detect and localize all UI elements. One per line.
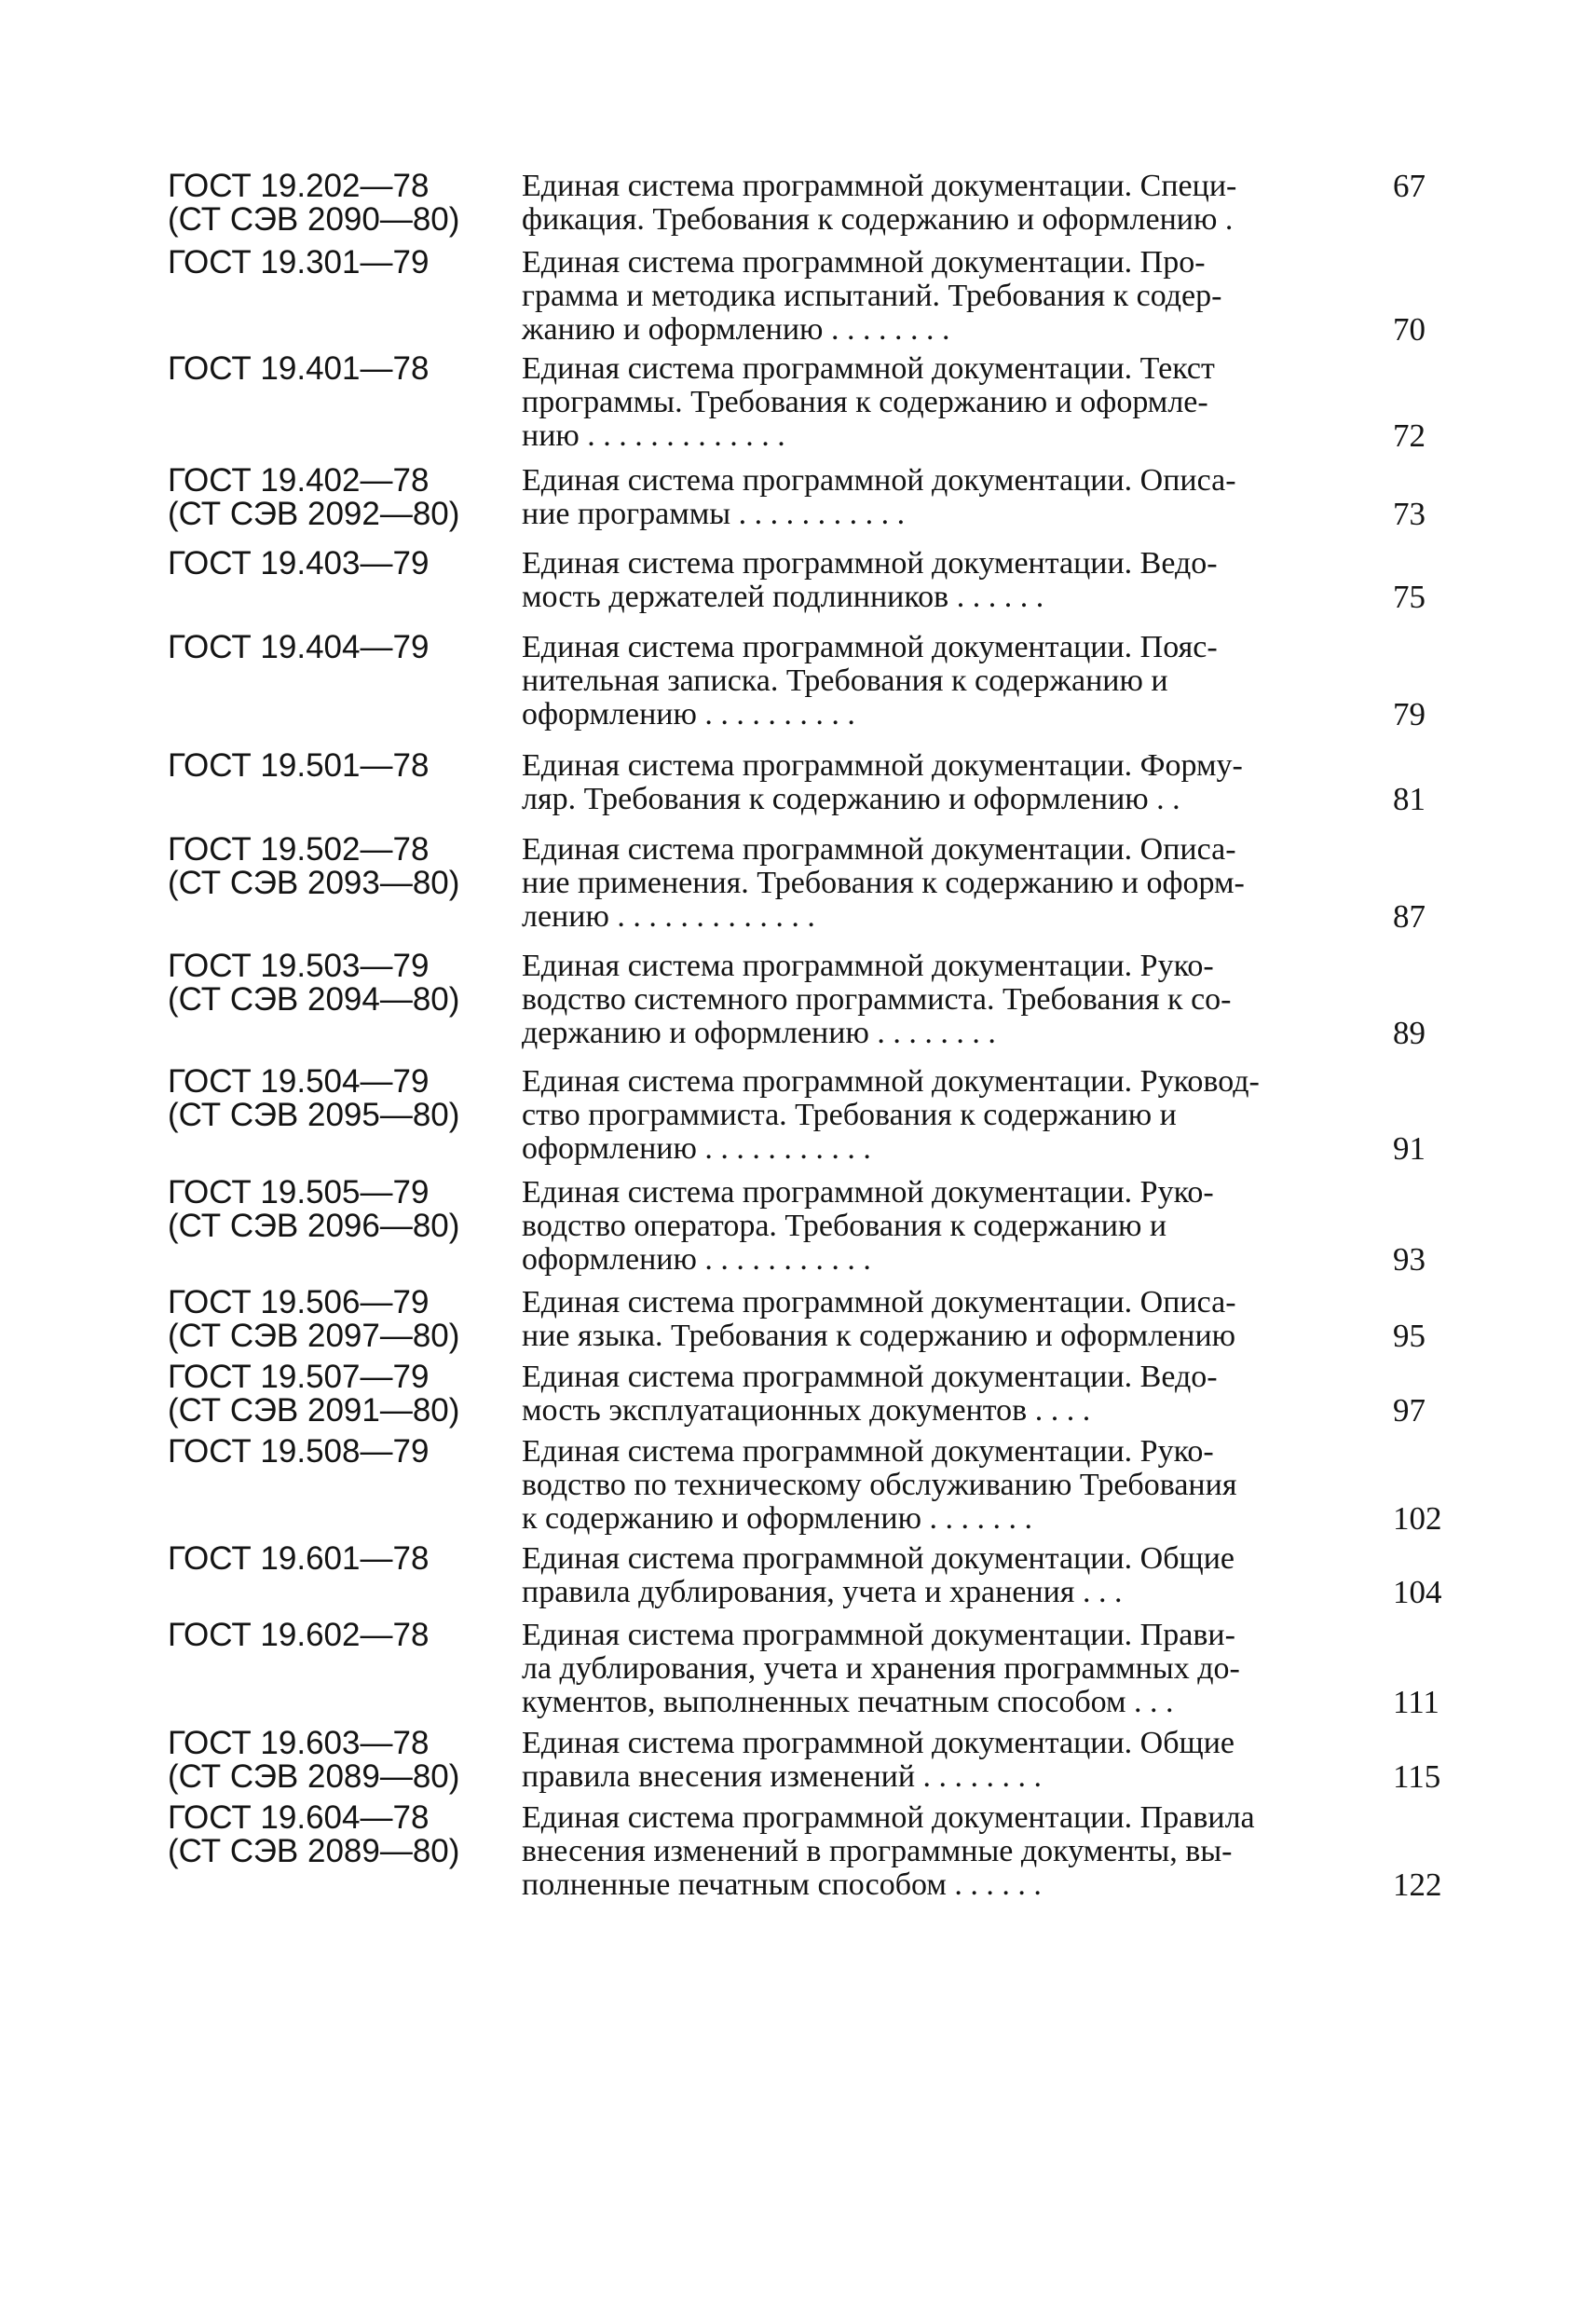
standard-code: (СТ СЭВ 2089—80): [168, 1758, 460, 1795]
page-number: 72: [1393, 417, 1425, 454]
description-line: ла дублирования, учета и хранения программных до-: [522, 1651, 1240, 1686]
standard-code: (СТ СЭВ 2096—80): [168, 1208, 460, 1244]
page-number: 111: [1393, 1684, 1439, 1720]
standard-code: ГОСТ 19.604—78: [168, 1799, 430, 1836]
description-line: Единая система программной документации. Форму-: [522, 748, 1243, 783]
entry-description: [522, 833, 1379, 934]
standard-code: (СТ СЭВ 2094—80): [168, 981, 460, 1018]
entry-description: [522, 464, 1379, 531]
description-line: Единая система программной документации. Общие: [522, 1541, 1235, 1576]
page-number: 95: [1393, 1318, 1425, 1354]
entry-description: [522, 1435, 1379, 1536]
page-number: 87: [1393, 898, 1425, 935]
entry-description: [522, 1801, 1379, 1902]
standard-codes: [168, 1286, 522, 1353]
standard-code: ГОСТ 19.301—79: [168, 244, 430, 280]
standard-codes: [168, 1065, 522, 1132]
standard-codes: [168, 1727, 522, 1794]
description-line: к содержанию и оформлению . . . . . . .: [522, 1501, 1032, 1536]
standard-code: ГОСТ 19.504—79: [168, 1063, 430, 1100]
standard-code: (СТ СЭВ 2097—80): [168, 1318, 460, 1354]
standard-code: (СТ СЭВ 2092—80): [168, 496, 460, 532]
standard-codes: [168, 749, 522, 783]
description-line: оформлению . . . . . . . . . . .: [522, 1242, 871, 1277]
page-number: 122: [1393, 1867, 1442, 1903]
entry-description: [522, 246, 1379, 347]
description-line: ние программы . . . . . . . . . . .: [522, 497, 906, 531]
entry-description: [522, 1286, 1379, 1353]
standard-code: ГОСТ 19.602—78: [168, 1617, 430, 1653]
description-line: жанию и оформлению . . . . . . . .: [522, 312, 950, 347]
page-number: 70: [1393, 311, 1425, 348]
standard-codes: [168, 1176, 522, 1243]
description-line: Единая система программной документации. Правила: [522, 1800, 1255, 1835]
entry-description: [522, 631, 1379, 732]
entry-description: [522, 170, 1379, 237]
entry-description: [522, 1727, 1379, 1794]
entry-description: [522, 1619, 1379, 1719]
entry-description: [522, 1542, 1379, 1609]
standard-codes: [168, 1435, 522, 1469]
entry-description: [522, 1361, 1379, 1428]
standard-code: ГОСТ 19.506—79: [168, 1284, 430, 1320]
description-line: Единая система программной документации. Руко-: [522, 1434, 1214, 1469]
description-line: ство программиста. Требования к содержанию и: [522, 1098, 1177, 1132]
description-line: Единая система программной документации. Руко-: [522, 949, 1214, 983]
standard-code: ГОСТ 19.601—78: [168, 1540, 430, 1577]
standard-code: ГОСТ 19.503—79: [168, 948, 430, 984]
standard-code: ГОСТ 19.401—78: [168, 350, 430, 387]
standard-codes: [168, 547, 522, 581]
description-line: оформлению . . . . . . . . . .: [522, 697, 855, 732]
page-number: 75: [1393, 579, 1425, 615]
standard-codes: [168, 833, 522, 900]
page-number: 102: [1393, 1500, 1442, 1537]
description-line: Единая система программной документации. Описа-: [522, 1285, 1236, 1320]
description-line: Единая система программной документации. Прави-: [522, 1618, 1235, 1652]
description-line: Единая система программной документации. Специ-: [522, 169, 1237, 203]
standard-code: ГОСТ 19.403—79: [168, 545, 430, 581]
standard-code: ГОСТ 19.404—79: [168, 629, 430, 665]
standard-code: ГОСТ 19.202—78: [168, 168, 430, 204]
entry-description: [522, 950, 1379, 1050]
standard-code: (СТ СЭВ 2090—80): [168, 201, 460, 238]
entry-description: [522, 547, 1379, 614]
page-number: 67: [1393, 168, 1425, 204]
page-number: 104: [1393, 1574, 1442, 1610]
description-line: Единая система программной документации. Руковод-: [522, 1064, 1260, 1099]
entry-description: [522, 1176, 1379, 1277]
description-line: ние применения. Требования к содержанию и оформ-: [522, 866, 1245, 900]
page-number: 73: [1393, 496, 1425, 532]
description-line: держанию и оформлению . . . . . . . .: [522, 1016, 996, 1050]
description-line: Единая система программной документации. Пояс-: [522, 630, 1218, 664]
standard-codes: [168, 1801, 522, 1868]
description-line: ляр. Требования к содержанию и оформлению . .: [522, 782, 1180, 816]
description-line: оформлению . . . . . . . . . . .: [522, 1131, 871, 1166]
description-line: нительная записка. Требования к содержанию и: [522, 663, 1168, 698]
description-line: водство системного программиста. Требования к со-: [522, 982, 1232, 1017]
page-number: 81: [1393, 781, 1425, 817]
standard-code: (СТ СЭВ 2093—80): [168, 865, 460, 901]
description-line: водство оператора. Требования к содержанию и: [522, 1209, 1167, 1243]
description-line: ние языка. Требования к содержанию и оформлению: [522, 1319, 1236, 1353]
page-number: 115: [1393, 1758, 1441, 1795]
standard-code: (СТ СЭВ 2095—80): [168, 1097, 460, 1133]
description-line: правила дублирования, учета и хранения . . .: [522, 1575, 1123, 1609]
standard-codes: [168, 170, 522, 237]
standard-codes: [168, 950, 522, 1017]
page-number: 97: [1393, 1392, 1425, 1429]
standard-codes: [168, 1542, 522, 1576]
description-line: водство по техническому обслуживанию Требования: [522, 1468, 1237, 1502]
description-line: лению . . . . . . . . . . . . .: [522, 899, 815, 934]
description-line: программы. Требования к содержанию и оформле-: [522, 385, 1208, 419]
page-number: 89: [1393, 1015, 1425, 1051]
page-number: 93: [1393, 1241, 1425, 1278]
description-line: полненные печатным способом . . . . . .: [522, 1867, 1042, 1902]
description-line: Единая система программной документации. Ведо-: [522, 546, 1218, 581]
standard-code: (СТ СЭВ 2089—80): [168, 1833, 460, 1869]
description-line: грамма и методика испытаний. Требования к содер-: [522, 279, 1222, 313]
description-line: внесения изменений в программные документы, вы-: [522, 1834, 1233, 1868]
standard-code: ГОСТ 19.505—79: [168, 1174, 430, 1210]
description-line: кументов, выполненных печатным способом . . .: [522, 1685, 1174, 1719]
entry-description: [522, 352, 1379, 453]
standard-code: ГОСТ 19.501—78: [168, 747, 430, 784]
description-line: нию . . . . . . . . . . . . .: [522, 418, 785, 453]
standard-codes: [168, 352, 522, 386]
description-line: Единая система программной документации. Текст: [522, 351, 1215, 386]
standard-code: ГОСТ 19.603—78: [168, 1725, 430, 1761]
page-number: 79: [1393, 696, 1425, 732]
page-number: 91: [1393, 1130, 1425, 1167]
description-line: мость эксплуатационных документов . . . .: [522, 1393, 1091, 1428]
standard-code: ГОСТ 19.502—78: [168, 831, 430, 868]
standard-codes: [168, 631, 522, 664]
entry-description: [522, 1065, 1379, 1166]
standard-codes: [168, 1619, 522, 1652]
standard-code: ГОСТ 19.507—79: [168, 1359, 430, 1395]
standard-codes: [168, 464, 522, 531]
standard-code: ГОСТ 19.402—78: [168, 462, 430, 499]
description-line: Единая система программной документации. Общие: [522, 1726, 1235, 1760]
description-line: Единая система программной документации. Описа-: [522, 463, 1236, 498]
description-line: Единая система программной документации. Руко-: [522, 1175, 1214, 1210]
standard-codes: [168, 1361, 522, 1428]
description-line: Единая система программной документации. Описа-: [522, 832, 1236, 867]
description-line: Единая система программной документации. Ведо-: [522, 1360, 1218, 1394]
description-line: фикация. Требования к содержанию и оформлению .: [522, 202, 1234, 237]
entry-description: [522, 749, 1379, 816]
standard-code: ГОСТ 19.508—79: [168, 1433, 430, 1470]
description-line: правила внесения изменений . . . . . . . .: [522, 1759, 1043, 1794]
standard-code: (СТ СЭВ 2091—80): [168, 1392, 460, 1429]
standard-codes: [168, 246, 522, 280]
description-line: Единая система программной документации. Про-: [522, 245, 1206, 280]
description-line: мость держателей подлинников . . . . . .: [522, 580, 1044, 614]
